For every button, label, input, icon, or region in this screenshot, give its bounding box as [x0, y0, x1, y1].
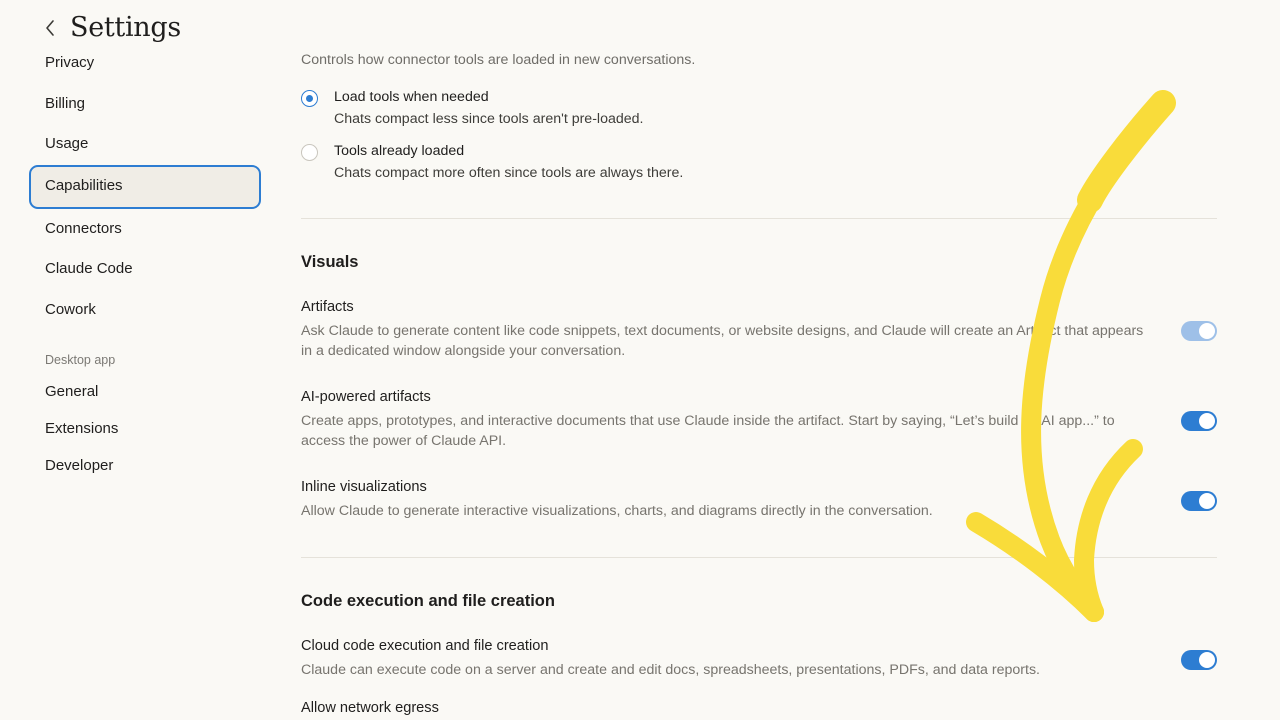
tool-loading-description: Controls how connector tools are loaded in new conversations.: [301, 52, 696, 68]
sidebar-item-capabilities[interactable]: Capabilities: [29, 165, 261, 209]
setting-description: Claude can execute code on a server and create and edit docs, spreadsheets, presentations, PDFs, and data reports.: [301, 662, 1040, 678]
setting-title: Allow network egress: [301, 700, 439, 716]
toggle-knob: [1199, 493, 1215, 509]
page-header: [44, 12, 181, 43]
sidebar-item-general[interactable]: General: [45, 382, 99, 400]
setting-ai-powered-artifacts: [301, 389, 1217, 451]
setting-description: Ask Claude to generate content like code snippets, text documents, or website designs, and Claude will create an Artifact that appears in a dedicated window alongside your conversation.: [301, 323, 1144, 359]
sidebar-item-extensions[interactable]: Extensions: [45, 419, 119, 437]
radio-option-title: Tools already loaded: [334, 143, 465, 159]
radio-button-checked[interactable]: [301, 90, 318, 107]
sidebar-item-connectors[interactable]: Connectors: [45, 219, 122, 237]
sidebar-item-privacy[interactable]: Privacy: [45, 54, 95, 71]
setting-description: Create apps, prototypes, and interactive documents that use Claude inside the artifact. Start by saying, “Let’s build an AI app...” to access the power of Claude API.: [301, 413, 1115, 449]
sidebar-item-claude-code[interactable]: Claude Code: [45, 260, 133, 278]
artifacts-toggle[interactable]: [1181, 321, 1217, 341]
setting-title: AI-powered artifacts: [301, 389, 431, 405]
section-divider: [301, 218, 1217, 219]
sidebar-item-billing[interactable]: Billing: [45, 94, 86, 112]
setting-title: Inline visualizations: [301, 479, 427, 495]
chevron-left-icon[interactable]: [44, 13, 60, 43]
settings-sidebar: [29, 43, 261, 484]
inline-visualizations-toggle[interactable]: [1181, 491, 1217, 511]
ai-powered-artifacts-toggle[interactable]: [1181, 411, 1217, 431]
sidebar-item-developer[interactable]: Developer: [45, 456, 114, 474]
section-title-visuals: Visuals: [301, 253, 359, 271]
setting-artifacts: [301, 299, 1217, 361]
section-divider: [301, 557, 1217, 558]
sidebar-item-usage[interactable]: Usage: [45, 135, 89, 153]
radio-button-unchecked[interactable]: [301, 144, 318, 161]
setting-inline-visualizations: [301, 479, 1217, 521]
toggle-knob: [1199, 323, 1215, 339]
setting-description: Allow Claude to generate interactive visualizations, charts, and diagrams directly in the conversation.: [301, 503, 933, 519]
setting-title: Artifacts: [301, 299, 354, 315]
radio-option-title: Load tools when needed: [334, 89, 489, 105]
radio-option-description: Chats compact more often since tools are always there.: [334, 165, 684, 181]
setting-cloud-code-execution: [301, 638, 1217, 680]
section-title-code-execution: Code execution and file creation: [301, 592, 555, 610]
page-title: Settings: [70, 12, 181, 43]
toggle-knob: [1199, 413, 1215, 429]
setting-title: Cloud code execution and file creation: [301, 638, 549, 654]
cloud-code-execution-toggle[interactable]: [1181, 650, 1217, 670]
radio-option-description: Chats compact less since tools aren't pre-loaded.: [334, 111, 644, 127]
radio-option-already-loaded[interactable]: [301, 143, 683, 181]
capabilities-panel: [301, 0, 1217, 720]
radio-option-load-when-needed[interactable]: [301, 89, 643, 127]
setting-allow-network-egress: [301, 700, 1217, 716]
sidebar-item-cowork[interactable]: Cowork: [45, 300, 96, 318]
sidebar-section-label: Desktop app: [45, 352, 116, 367]
toggle-knob: [1199, 652, 1215, 668]
